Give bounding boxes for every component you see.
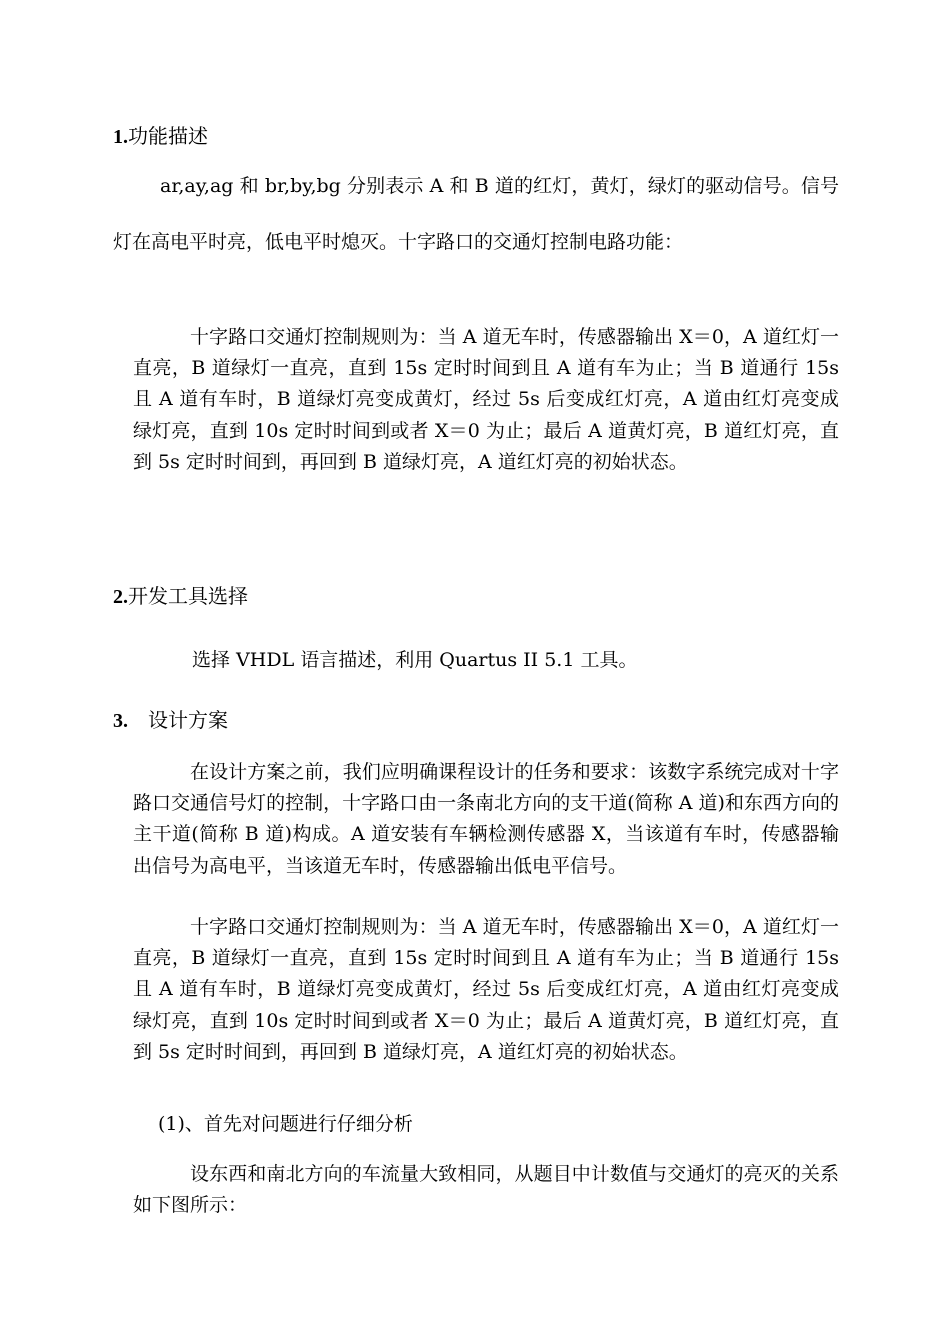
- section-1-number: 1.: [113, 126, 128, 148]
- section-2-heading: [113, 584, 248, 609]
- section-2-number: 2.: [113, 586, 128, 608]
- section-1-heading: [113, 124, 208, 149]
- section-3-subheading-1: (1)、首先对问题进行仔细分析: [158, 1113, 413, 1135]
- section-1-intro: ar,ay,ag 和 br,by,bg 分别表示 A 和 B 道的红灯，黄灯，绿灯的驱动信号。信号灯在高电平时亮，低电平时熄灭。十字路口的交通灯控制电路功能：: [113, 175, 839, 253]
- section-2-title: 开发工具选择: [128, 584, 248, 608]
- section-2-text: 选择 VHDL 语言描述，利用 Quartus II 5.1 工具。: [192, 649, 638, 671]
- section-1-title: 功能描述: [128, 124, 208, 148]
- section-3-number: 3.: [113, 710, 128, 732]
- section-3-title: 设计方案: [148, 708, 228, 732]
- section-3-paragraph-1: 在设计方案之前，我们应明确课程设计的任务和要求：该数字系统完成对十字路口交通信号灯的控制，十字路口由一条南北方向的支干道(简称 A 道)和东西方向的主干道(简称 B 道)构成。A 道安装有车辆检测传感器 X，当该道有车时，传感器输出信号为高电平，当该道无车时，传感器输出低电平信号。: [133, 761, 839, 877]
- section-3-paragraph-2: 十字路口交通灯控制规则为：当 A 道无车时，传感器输出 X＝0，A 道红灯一直亮，B 道绿灯一直亮，直到 15s 定时时间到且 A 道有车为止；当 B 道通行 15s 且 A 道有车时，B 道绿灯亮变成黄灯，经过 5s 后变成红灯亮，A 道由红灯亮变成绿灯亮，直到 10s 定时时间到或者 X＝0 为止；最后 A 道黄灯亮，B 道红灯亮，直到 5s 定时时间到，再回到 B 道绿灯亮，A 道红灯亮的初始状态。: [133, 916, 839, 1063]
- section-3-heading: [113, 708, 228, 733]
- section-1-rules: 十字路口交通灯控制规则为：当 A 道无车时，传感器输出 X＝0，A 道红灯一直亮，B 道绿灯一直亮，直到 15s 定时时间到且 A 道有车为止；当 B 道通行 15s 且 A 道有车时，B 道绿灯亮变成黄灯，经过 5s 后变成红灯亮，A 道由红灯亮变成绿灯亮，直到 10s 定时时间到或者 X＝0 为止；最后 A 道黄灯亮，B 道红灯亮，直到 5s 定时时间到，再回到 B 道绿灯亮，A 道红灯亮的初始状态。: [133, 326, 839, 473]
- section-3-paragraph-3: 设东西和南北方向的车流量大致相同，从题目中计数值与交通灯的亮灭的关系如下图所示：: [133, 1163, 839, 1217]
